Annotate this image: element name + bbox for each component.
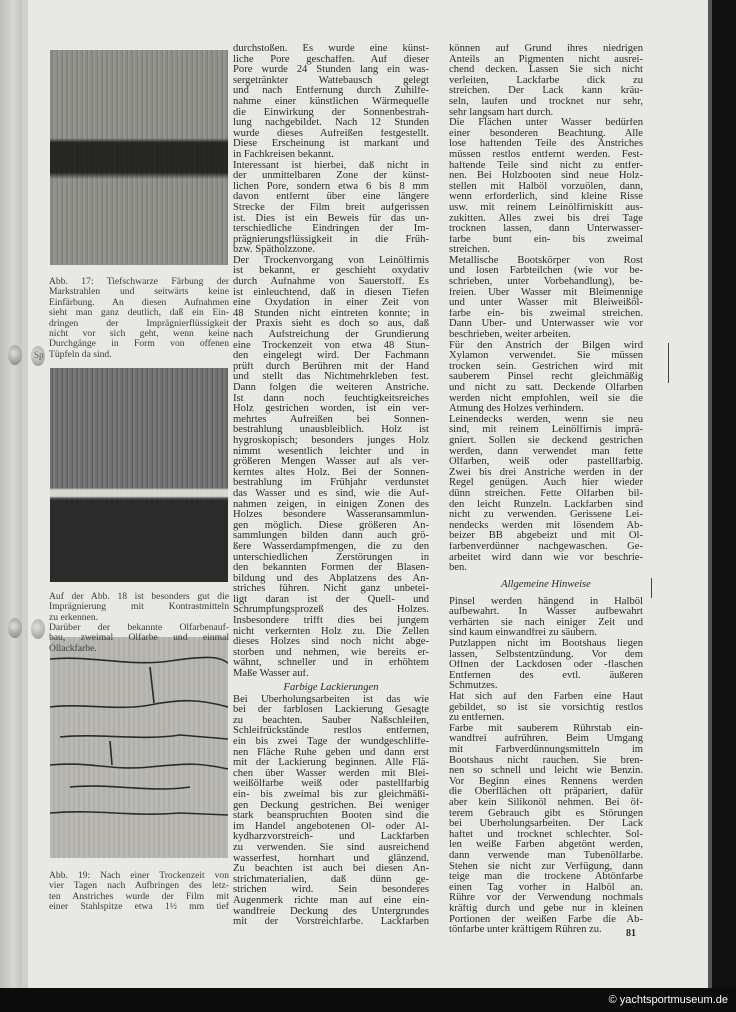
- text-line: Putzlappen nicht im Bootshaus liegen: [449, 639, 643, 650]
- text-line: seln, laufen und trocknet nur sehr,: [449, 96, 643, 107]
- text-line: Hat sich auf den Farben eine Haut: [449, 692, 643, 703]
- text-line: Abb. 19: Nach einer Trockenzeit von: [49, 871, 229, 881]
- text-line: Rühre vor der Verwendung nochmals: [449, 893, 643, 904]
- text-line: dann verwende man Tubenölfarbe.: [449, 850, 643, 861]
- text-line: haftende Teile sind nicht zu entfer-: [449, 160, 643, 171]
- text-line: Ölfarben, weiß oder pastellfarbig.: [449, 457, 643, 468]
- text-line: davon entfernt über eine längere: [233, 192, 429, 203]
- text-line: bei der farblosen Lackierung Gesagte: [233, 705, 429, 716]
- paragraph: [449, 692, 643, 724]
- text-line: die Einwirkung der Sonnenbestrah-: [233, 107, 429, 118]
- text-line: wähnt, schneller und in erhöhtem: [233, 658, 429, 669]
- figure-17-photo: [50, 50, 228, 265]
- text-line: arbeitet wird dann wie vor beschrie-: [449, 552, 643, 563]
- figure-18-caption-continued: [49, 623, 229, 654]
- figure-19-photo: [50, 637, 228, 858]
- text-line: beizer BB abgebeizt und mit Öl-: [449, 531, 643, 542]
- text-line: Tüpfeln da sind.: [49, 349, 112, 360]
- text-line: gen möglich. Diese größeren An-: [233, 520, 429, 531]
- scan-border-bottom: [0, 988, 736, 1012]
- binding-hole-icon: [8, 345, 22, 365]
- section-heading: Farbige Lackierungen: [283, 681, 379, 693]
- text-line: strichmaterialien, daß dünn ge-: [233, 874, 429, 885]
- text-line: Abb. 17: Tiefschwarze Färbung der: [49, 277, 229, 287]
- text-line: haftet und trocknet schlechter. Sol-: [449, 829, 643, 840]
- scan-border-right: [712, 0, 736, 1012]
- margin-pencil-mark: [668, 343, 669, 383]
- text-line: wandfrei aufrühren. Beim Umgang: [449, 734, 643, 745]
- text-line: Atmung des Holzes verhindern.: [449, 404, 584, 415]
- text-line: trocken sein. Gestrichen wird mit: [449, 361, 643, 372]
- text-line: Markstrahlen und seitwärts keine: [49, 287, 229, 298]
- text-line: nicht vor sich geht, wenn keine: [49, 328, 229, 339]
- figure-17-caption: [49, 277, 229, 360]
- text-line: Schmutzes.: [449, 681, 498, 692]
- paragraph: [449, 118, 643, 256]
- text-line: bildung und des Abplatzens des An-: [233, 573, 429, 584]
- text-line: Zu beachten ist auch bei diesen An-: [233, 864, 429, 875]
- text-line: vier Tagen nach Aufbringen des letz-: [49, 881, 229, 892]
- text-line: tönfarbe unter kräftigem Rühren zu.: [449, 925, 602, 936]
- text-line: terschiedliche Eindringen der Im-: [233, 224, 429, 235]
- text-line: Strecke der Film breit aufgerissen: [233, 202, 429, 213]
- text-line: Öffnen der Lackdosen oder -flaschen: [449, 660, 643, 671]
- text-line: sind, mit reinem Leinölfirnis imprä-: [449, 425, 643, 436]
- text-line: nicht zu verwenden. Gerissene Lei-: [449, 510, 643, 521]
- text-line: Schleifrückstände restlos entfernen,: [233, 726, 429, 737]
- text-line: werden nicht empfohlen, weil sie die: [449, 393, 643, 404]
- text-line: und unter Wasser mit Bleiweißöl-: [449, 298, 643, 309]
- text-line: nen Fläche Ruhe geben und dann erst: [233, 747, 429, 758]
- text-line: gen Deckung gestrichen. Bei weniger: [233, 800, 429, 811]
- text-line: die Oberflächen oft präpariert, dafür: [449, 787, 643, 798]
- text-line: Farbe mit sauberem Rührstab ein-: [449, 723, 643, 734]
- text-line: ein bis zwei Tage der wundgeschliffe-: [233, 737, 429, 747]
- text-line: Zwei bis drei Anstriche werden in der: [449, 467, 643, 478]
- text-line: freien. Über Wasser mit Bleimennige: [449, 287, 643, 298]
- text-line: dringen der Imprägnierflüssigkeit: [49, 318, 229, 329]
- text-line: Leinendecks werden, wenn sie neu: [449, 414, 643, 425]
- text-line: schrieben, unter Vorbehandlung), be-: [449, 277, 643, 288]
- text-line: Interessant ist hierbei, daß nicht in: [233, 160, 429, 171]
- figure-18-photo: [50, 368, 228, 582]
- text-line: liche Pore geschaffen. Auf dieser: [233, 54, 429, 65]
- text-line: Xylamon verwendet. Sie müssen: [449, 351, 643, 362]
- text-line: chend decken. Lassen Sie sich nicht: [449, 65, 643, 76]
- paragraph: [449, 256, 643, 341]
- text-line: ßere Wasserdampfmengen, die zu den: [233, 541, 429, 552]
- binding-hole-icon: [31, 619, 45, 639]
- figure-18-caption: [49, 592, 229, 623]
- text-line: der unmittelbaren Zone der künst-: [233, 171, 429, 182]
- text-line: Bei Überholungsarbeiten ist das wie: [233, 694, 429, 705]
- text-line: und stellt das Nichtmehrkleben fest.: [233, 372, 429, 383]
- text-line: Dann Über- und Unterwasser wie vor: [449, 319, 643, 330]
- crack-pattern: [50, 637, 228, 858]
- text-line: len weiße Farben abgetönt werden,: [449, 840, 643, 851]
- text-line: im Handel angebotenen Öl- oder Al-: [233, 821, 429, 832]
- text-line: striches führen. Nicht ganz unbetei-: [233, 584, 429, 595]
- text-line: lichen Pore, sondern etwa 6 bis 8 mm: [233, 181, 429, 192]
- text-line: terem Gebrauch gibt es Störungen: [449, 808, 643, 819]
- text-line: Pore wurde 24 Stunden lang ein was-: [233, 65, 429, 76]
- paragraph: [233, 695, 429, 928]
- text-line: hygroskopisch; besonders junges Holz: [233, 435, 429, 446]
- text-line: Für den Anstrich der Bilgen wird: [449, 340, 643, 351]
- text-line: sergetränkter Wattebausch gelegt: [233, 75, 429, 86]
- text-line: müssen restlos entfernt werden. Fest-: [449, 149, 643, 160]
- text-line: lung nachgebildet. Nach 12 Stunden: [233, 118, 429, 129]
- page-gutter: [22, 0, 28, 990]
- text-line: nimmt wesentlich leichter und in: [233, 446, 429, 457]
- watermark: © yachtsportmuseum.de: [608, 994, 728, 1006]
- text-line: verhärten sie nach einiger Zeit und: [449, 617, 643, 628]
- text-line: nendecks werden mit lösendem Ab-: [449, 520, 643, 531]
- text-line: farbe ein- bis zweimal streichen.: [449, 308, 643, 319]
- book-binding-edge: [0, 0, 22, 990]
- text-line: durchstoßen. Es wurde eine künst-: [233, 44, 429, 54]
- paragraph: [233, 44, 429, 161]
- text-line: und losen Farbteilchen (wie vor be-: [449, 266, 643, 277]
- margin-pencil-mark: [651, 578, 652, 598]
- paragraph: [449, 415, 643, 574]
- text-line: beschrieben, weiter arbeiten.: [449, 330, 571, 341]
- text-line: lose haftenden Teile des Anstriches: [449, 139, 643, 150]
- text-line: ist einleuchtend, daß in diesen Tiefen: [233, 287, 429, 298]
- text-line: Durchgänge in Form von offenen: [49, 339, 229, 350]
- paragraph: [449, 44, 643, 118]
- text-line: den eingelegt wird. Der Fachmann: [233, 351, 429, 362]
- text-line: farbenverdünner nachgewaschen. Ge-: [449, 541, 643, 552]
- text-line: prägnierungsflüssigkeit in die Früh-: [233, 234, 429, 245]
- paragraph: [449, 341, 643, 415]
- text-line: gniert. Sollen sie deckend gestrichen: [449, 435, 643, 446]
- text-line: usw. mit reinem Leinölfirniskitt aus-: [449, 202, 643, 213]
- page-edge-shadow: [708, 0, 712, 990]
- text-line: dünn streichen. Fette Ölfarben bil-: [449, 488, 643, 499]
- text-line: strichen wird. Sein besonderes: [233, 885, 429, 896]
- text-line: Pinsel werden hängend in Halböl: [449, 596, 643, 607]
- text-line: Darüber der bekannte Ölfarbenauf-: [49, 623, 229, 633]
- text-line: nahmen zeigen, in einigen Zonen des: [233, 499, 429, 510]
- text-line: ist. Dies ist ein Beweis für das un-: [233, 213, 429, 224]
- text-line: bzw. Spätholzzone.: [233, 245, 315, 256]
- text-line: bestrahlung unausbleiblich. Holz ist: [233, 425, 429, 436]
- text-line: nahme einer künstlichen Wärmequelle: [233, 96, 429, 107]
- text-line: unterschiedlichen Zerstörungen in: [233, 552, 429, 563]
- text-line: stark beanspruchten Booten sind die: [233, 811, 429, 822]
- text-line: größeren Mengen Wasser auf als ver-: [233, 457, 429, 468]
- text-line: ben.: [449, 563, 467, 574]
- text-line: nicht verkernten Holz zu. Die Zellen: [233, 626, 429, 637]
- text-line: einen Tag vorher in Halböl an.: [449, 882, 643, 893]
- text-line: Öllackfarbe.: [49, 643, 97, 654]
- text-line: aber kein Silikonöl nehmen. Bei öf-: [449, 797, 643, 808]
- text-line: weißölfarbe weiß oder pastellfarbig: [233, 779, 429, 790]
- text-line: den leicht Runzeln. Lackfarben sind: [449, 499, 643, 510]
- text-line: mit der Vorstreichfarbe. Lackfarben: [233, 917, 429, 928]
- text-line: wenn erforderlich, sind kleine Risse: [449, 192, 643, 203]
- text-line: Imprägnierung mit Kontrastmitteln: [49, 602, 229, 613]
- text-line: dieses Holzes sind noch nicht abge-: [233, 637, 429, 648]
- text-line: kerntes altes Holz. Bei der Sonnen-: [233, 467, 429, 478]
- paragraph: [233, 256, 429, 680]
- text-line: Die Flächen unter Wasser bedürfen: [449, 118, 643, 129]
- text-line: zu erkennen.: [49, 612, 99, 623]
- text-line: können auf Grund ihres niedrigen: [449, 44, 643, 54]
- text-line: wurde dieses Aufreißen festgestellt.: [233, 128, 429, 139]
- paragraph: [449, 597, 643, 639]
- text-line: mit der Lackierung beginnen. Alle Flä-: [233, 758, 429, 769]
- text-line: streichen.: [449, 245, 490, 256]
- text-line: 48 Stunden nicht eintreten konnte; in: [233, 308, 429, 319]
- text-line: sauberem Pinsel recht gleichmäßig: [449, 372, 643, 383]
- text-line: durch Aufnahme von Sauerstoff. Es: [233, 277, 429, 288]
- text-line: aufbewahrt. In Wasser aufbewahrt: [449, 607, 643, 618]
- text-line: Diese Erscheinung ist markant und: [233, 139, 429, 150]
- text-line: Augenmerk richte man auf eine ein-: [233, 895, 429, 906]
- text-line: chen über Wasser werden mit Blei-: [233, 768, 429, 779]
- text-line: und nach Entfernung durch Zuhilfe-: [233, 86, 429, 97]
- binding-hole-icon: [8, 618, 22, 638]
- text-line: Einfärbung. An diesen Aufnahmen: [49, 297, 229, 308]
- text-line: streichen. Der Lack kann kräu-: [449, 86, 643, 97]
- text-line: zukitten. Alles zwei bis drei Tage: [449, 213, 643, 224]
- text-line: das Wasser und es sind, wie die Auf-: [233, 488, 429, 499]
- text-line: Portionen der weißen Farbe die Ab-: [449, 914, 643, 925]
- section-heading: Allgemeine Hinweise: [501, 578, 591, 590]
- text-line: ten Anstriches wurde der Film mit: [49, 891, 229, 902]
- text-line: einer besonderen Beachtung. Alle: [449, 128, 643, 139]
- text-line: eine Trockenzeit von etwa 48 Stun-: [233, 340, 429, 351]
- figure-19-caption: [49, 871, 229, 913]
- text-line: ist bekannt, er geschieht oxydativ: [233, 266, 429, 277]
- text-line: Bootshaus nicht rauchen. Sie bren-: [449, 755, 643, 766]
- text-line: Der Trockenvorgang von Leinölfirnis: [233, 255, 429, 266]
- text-line: Dann folgen die weiteren Anstriche.: [233, 383, 429, 393]
- text-line: Auf der Abb. 18 ist besonders gut die: [49, 592, 229, 602]
- text-line: einer Stahlspitze etwa 1½ mm tief: [49, 902, 229, 913]
- paragraph: [449, 724, 643, 936]
- text-line: mit Farbverdünnungsmitteln im: [449, 745, 643, 755]
- text-line: Regel genügen. Auch hier wieder: [449, 478, 643, 489]
- text-line: und nicht zu satt. Deckende Ölfarben: [449, 383, 643, 393]
- text-line: Holzes besondere Wasseransammlun-: [233, 510, 429, 521]
- text-line: Insbesondere trifft dies bei jungem: [233, 616, 429, 627]
- text-line: Schrumpfungsprozeß des Holzes.: [233, 605, 429, 616]
- text-line: kräftig durch und gebe nur in kleinen: [449, 903, 643, 914]
- text-line: zu verwenden. Sie sind ausreichend: [233, 842, 429, 853]
- text-line: der Praxis sieht es doch so aus, daß: [233, 319, 429, 330]
- text-line: stellen mit Halböl vorzuölen, dann,: [449, 181, 643, 192]
- text-line: prüft durch Berühren mit der Hand: [233, 361, 429, 372]
- text-column-middle: [233, 44, 429, 928]
- text-line: nen so schnell und leicht wie Benzin.: [449, 766, 643, 777]
- text-line: gebildet, so ist sie vorsichtig restlos: [449, 702, 643, 713]
- text-line: sieht man ganz deutlich, daß ein Ein-: [49, 308, 229, 319]
- text-line: farbe bunt ein- bis zweimal: [449, 234, 643, 245]
- text-line: nach Aufstreichung der Grundierung: [233, 330, 429, 341]
- text-line: Metallische Bootskörper von Rost: [449, 255, 643, 266]
- text-line: wasserfest, hornhart und glänzend.: [233, 853, 429, 864]
- text-line: Anteils an Pigmenten nicht ausrei-: [449, 54, 643, 65]
- text-line: bestrahlung im Frühjahr verdunstet: [233, 478, 429, 489]
- text-line: den bekannten Formen der Blasen-: [233, 563, 429, 574]
- text-line: zu beachten. Sauber Naßschleifen,: [233, 715, 429, 726]
- text-line: werden, dann verwendet man fette: [449, 446, 643, 457]
- binding-mark: Sp: [34, 350, 44, 360]
- text-line: sehr langsam hart durch.: [449, 107, 554, 118]
- page-number: 81: [626, 928, 636, 939]
- text-line: mehrtes Aufreißen bei Sonnen-: [233, 414, 429, 425]
- paragraph: [449, 639, 643, 692]
- text-line: Ist dann noch feuchtigkeitsreiches: [233, 393, 429, 404]
- text-line: wandfreie Deckung des Untergrundes: [233, 906, 429, 917]
- text-line: Stehen sie nicht zur Verfügung, dann: [449, 861, 643, 872]
- text-line: kydharzvorstreich- und Lackfarben: [233, 832, 429, 843]
- text-line: verleiten, Lackfarbe dick zu: [449, 75, 643, 86]
- text-line: Entfernen des evtl. äußeren: [449, 670, 643, 681]
- text-line: ein- bis zweimal bis zur gleichmäßi-: [233, 789, 429, 800]
- text-line: Maße Wasser auf.: [233, 669, 309, 680]
- text-line: lassen, Selbstentzündung. Vor dem: [449, 649, 643, 660]
- text-line: ligt daran ist der Quell- und: [233, 594, 429, 605]
- text-line: in Fachkreisen bekannt.: [233, 149, 334, 160]
- text-line: sind kaum einwandfrei zu säubern.: [449, 628, 597, 639]
- text-line: sammlungen bilden dann auch grö-: [233, 531, 429, 542]
- text-line: eine Oxydation in einer Zeit von: [233, 298, 429, 309]
- text-line: storben und nehmen, wie bereits er-: [233, 647, 429, 658]
- text-line: Vor Beginn eines Rennens werden: [449, 776, 643, 787]
- text-line: teige man die trockene Abtönfarbe: [449, 872, 643, 883]
- text-line: Holz gestrichen worden, ist ein ver-: [233, 404, 429, 415]
- text-line: bei Überholungsarbeiten. Der Lack: [449, 819, 643, 830]
- text-line: zu entfernen.: [449, 713, 505, 724]
- text-line: bau, zweimal Ölfarbe und einmal: [49, 633, 229, 644]
- paragraph: [233, 161, 429, 256]
- text-line: nen. Bei Holzbooten sind neue Holz-: [449, 171, 643, 182]
- text-line: trocknen lassen, dann Unterwasser-: [449, 224, 643, 235]
- text-column-right: [449, 44, 643, 936]
